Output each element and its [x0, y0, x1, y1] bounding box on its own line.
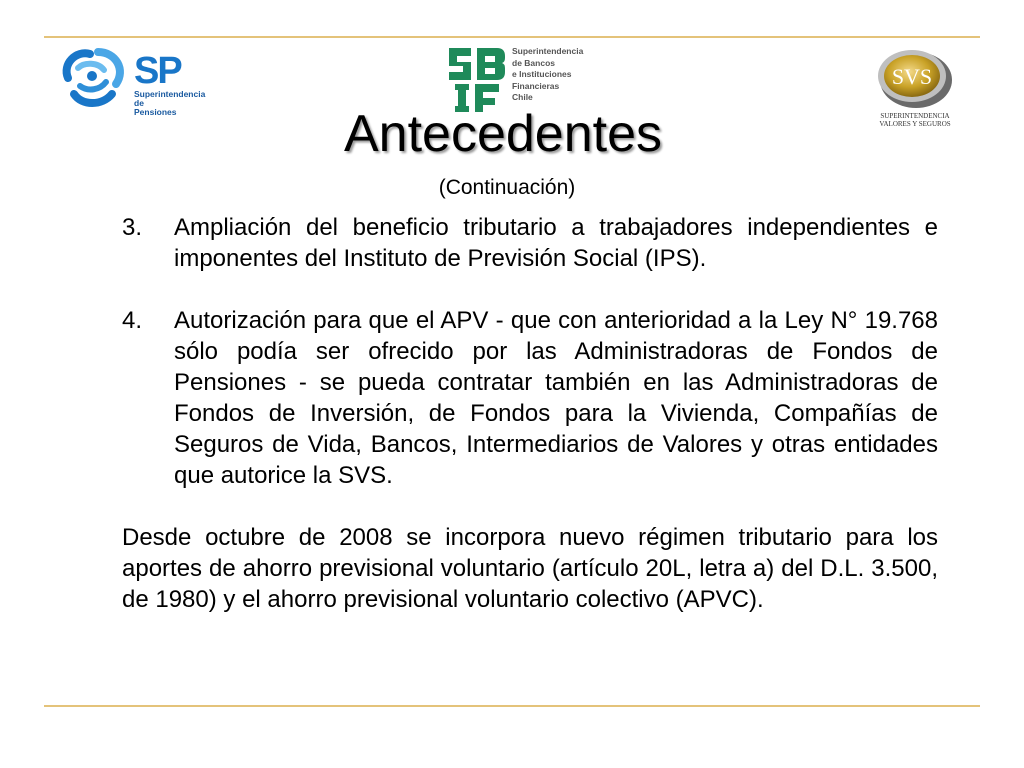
item-number: 4. [122, 307, 143, 334]
svs-emblem-letters: SVS [891, 64, 933, 89]
sbif-text-line-1: Superintendencia [512, 46, 584, 56]
sbif-text-line-4: Financieras [512, 80, 560, 91]
slide-subtitle: (Continuación) [438, 176, 576, 199]
sbif-text-line-5: Chile [512, 92, 533, 103]
slide-body [122, 212, 938, 615]
slide-title: Antecedentes [343, 105, 663, 163]
svs-caption-line-1: SUPERINTENDENCIA [880, 112, 950, 120]
numbered-item [122, 305, 938, 491]
sp-logo-letters: SP [134, 50, 181, 92]
svs-caption-line-2: VALORES Y SEGUROS [879, 120, 951, 128]
top-divider [44, 36, 980, 38]
sbif-text-line-2: de Bancos [512, 57, 555, 68]
numbered-item [122, 212, 938, 274]
sbif-text-line-3: e Instituciones [512, 69, 572, 80]
sp-caption-line-2: Pensiones [134, 107, 177, 117]
sp-hands-emblem-icon [58, 44, 130, 108]
item-number: 3. [122, 214, 143, 241]
sp-caption-line-1: Superintendencia de [134, 89, 206, 108]
item-text: Ampliación del beneficio tributario a trabajadores independientes e imponentes del Instituto de Previsión Social (IPS). [174, 214, 938, 272]
sbif-logo-text [512, 46, 583, 104]
bottom-divider [44, 705, 980, 707]
closing-paragraph: Desde octubre de 2008 se incorpora nuevo régimen tributario para los aportes de ahorro previsional voluntario (artículo 20L, letra a) del D.L. 3.500, de 1980) y el ahorro previsional voluntario colectivo (APVC). [122, 524, 938, 613]
item-text: Autorización para que el APV - que con anterioridad a la Ley N° 19.768 sólo podía ser ofrecido por las Administradoras de Fondos de Pensiones - se pueda contratar también en las Administradoras de Fondos de Inversión, de Fondos para la Vivienda, Compañías de Seguros de Vida, Bancos, Intermediarios de Valores y otras entidades que autorice la SVS. [174, 307, 938, 489]
svs-emblem-icon [874, 44, 954, 110]
